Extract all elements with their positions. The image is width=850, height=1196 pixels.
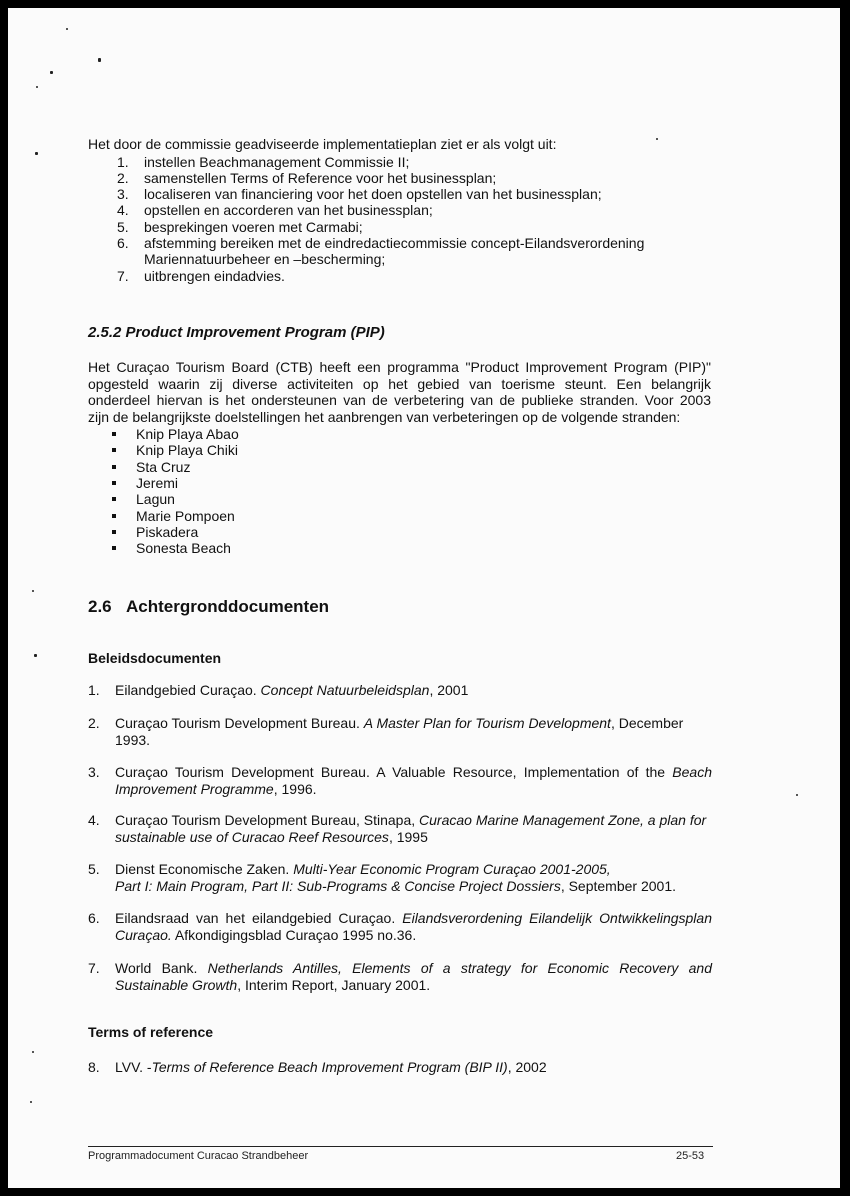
bullet-icon	[112, 530, 116, 534]
scan-speck	[32, 590, 34, 592]
bullet-icon	[112, 432, 116, 436]
reference-title: Concept Natuurbeleidsplan	[260, 682, 430, 698]
reference-tail: , 1995	[388, 829, 428, 845]
step-number: 4.	[117, 202, 129, 218]
step-number: 5.	[117, 219, 129, 235]
reference-text: Curaçao Tourism Development Bureau, Stinapa,	[115, 812, 420, 828]
reference-entry	[115, 960, 712, 994]
section-title-2-6: Achtergronddocumenten	[126, 597, 330, 616]
scan-speck	[34, 654, 37, 657]
step-text: uitbrengen eindadvies.	[144, 268, 285, 284]
reference-entry	[115, 910, 712, 944]
scan-speck	[66, 28, 68, 30]
beach-item: Sonesta Beach	[136, 540, 231, 557]
step-number: 7.	[117, 268, 129, 284]
section-heading-2-5-2: 2.5.2 Product Improvement Program (PIP)	[88, 324, 385, 341]
reference-title: Beach Improvement Programme	[115, 764, 712, 797]
footer-rule	[88, 1146, 713, 1147]
beach-item: Piskadera	[136, 523, 199, 540]
beach-item: Marie Pompoen	[136, 507, 235, 524]
reference-entry	[115, 764, 712, 798]
reference-number: 2.	[88, 715, 100, 731]
pip-paragraph-line: opgesteld waarin zij diverse activiteiten op het gebied van toerisme steunt. Een belangrijk	[88, 375, 711, 392]
reference-number: 3.	[88, 764, 100, 780]
step-text: localiseren van financiering voor het doen opstellen van het businessplan;	[144, 186, 602, 202]
reference-number: 1.	[88, 682, 100, 698]
reference-text: Eilandgebied Curaçao.	[115, 682, 261, 698]
step-text: samenstellen Terms of Reference voor het businessplan;	[144, 170, 497, 186]
bullet-icon	[112, 481, 116, 485]
footer-page-number: 25-53	[676, 1150, 705, 1162]
reference-entry	[115, 861, 712, 895]
reference-tail: , 2001	[429, 682, 469, 698]
scan-speck	[98, 58, 101, 62]
beach-item: Jeremi	[136, 474, 179, 491]
reference-title: Netherlands Antilles, Elements of a strategy for Economic Recovery and Sustainable Growth	[115, 960, 712, 993]
reference-number: 5.	[88, 861, 100, 877]
step-text: afstemming bereiken met de eindredactiecommissie concept-Eilandsverordening	[144, 235, 645, 251]
reference-tail: Afkondigingsblad Curaçao 1995 no.36.	[171, 927, 417, 943]
reference-text: Curaçao Tourism Development Bureau.	[115, 715, 364, 731]
reference-tail: , December 1993.	[115, 715, 684, 748]
beach-item: Knip Playa Chiki	[136, 442, 238, 459]
reference-tail-line2: , September 2001.	[560, 878, 676, 894]
step-number: 1.	[117, 154, 129, 170]
reference-number: 7.	[88, 960, 100, 976]
beach-item: Knip Playa Abao	[136, 426, 239, 442]
intro-text: Het door de commissie geadviseerde implementatieplan ziet er als volgt uit:	[88, 136, 557, 152]
bullet-icon	[112, 514, 116, 518]
document-page	[8, 8, 840, 1188]
step-text: opstellen en accorderen van het businessplan;	[144, 202, 433, 218]
terms-reference	[115, 1059, 712, 1076]
reference-title: A Master Plan for Tourism Development	[363, 715, 611, 731]
bullet-icon	[112, 465, 116, 469]
reference-number: 6.	[88, 910, 100, 926]
pip-paragraph-line: Het Curaçao Tourism Board (CTB) heeft een programma "Product Improvement Program (PIP)"	[88, 359, 711, 375]
step-text: instellen Beachmanagement Commissie II;	[144, 154, 410, 170]
reference-text: World Bank.	[115, 960, 208, 976]
reference-tail: , Interim Report, January 2001.	[237, 977, 431, 993]
reference-title: Eilandsverordening Eilandelijk Ontwikkelingsplan Curaçao.	[115, 910, 712, 943]
bullet-icon	[112, 497, 116, 501]
reference-title: Multi-Year Economic Program Curaçao 2001-2005,	[293, 861, 611, 877]
scan-speck	[656, 138, 658, 140]
reference-title: Curacao Marine Management Zone, a plan for sustainable use of Curacao Reef Resources	[115, 812, 707, 845]
scan-speck	[30, 1101, 32, 1103]
step-number: 2.	[117, 170, 129, 186]
bullet-icon	[112, 546, 116, 550]
step-number: 3.	[117, 186, 129, 202]
reference-number: 4.	[88, 812, 100, 828]
scan-speck	[35, 152, 38, 155]
scan-speck	[796, 794, 798, 796]
terms-number: 8.	[88, 1059, 100, 1075]
step-text: Mariennatuurbeheer en –bescherming;	[144, 251, 386, 267]
step-text: besprekingen voeren met Carmabi;	[144, 219, 363, 235]
scan-speck	[32, 1051, 34, 1053]
subheading-terms-of-reference: Terms of reference	[88, 1024, 214, 1040]
bullet-icon	[112, 448, 116, 452]
beach-item: Sta Cruz	[136, 458, 191, 475]
reference-text: Curaçao Tourism Development Bureau. A Valuable Resource, Implementation of the	[115, 764, 673, 780]
reference-entry	[115, 715, 712, 749]
reference-text: Dienst Economische Zaken.	[115, 861, 294, 877]
reference-title-line2: Part I: Main Program, Part II: Sub-Programs & Concise Project Dossiers	[115, 878, 561, 894]
reference-tail: , 1996.	[273, 781, 317, 797]
subheading-policy-documents: Beleidsdocumenten	[88, 650, 222, 666]
reference-entry	[115, 682, 712, 699]
footer-title: Programmadocument Curacao Strandbeheer	[88, 1150, 309, 1162]
step-number: 6.	[117, 235, 129, 251]
pip-paragraph	[88, 359, 711, 425]
terms-ref-text: LVV. -	[115, 1059, 152, 1075]
scan-speck	[50, 71, 53, 74]
section-number-2-6: 2.6	[88, 597, 112, 616]
reference-text: Eilandsraad van het eilandgebied Curaçao.	[115, 910, 403, 926]
pip-paragraph-line: onderdeel hiervan is het ondersteunen van de verbetering van de publieke stranden. Voor 2003	[88, 392, 711, 408]
terms-ref-title: Terms of Reference Beach Improvement Program (BIP II)	[151, 1059, 508, 1075]
beach-item: Lagun	[136, 491, 175, 508]
terms-ref-tail: , 2002	[507, 1059, 547, 1075]
reference-entry	[115, 812, 712, 846]
pip-paragraph-line: zijn de belangrijkste doelstellingen het aanbrengen van verbeteringen op de volgende stranden:	[88, 408, 681, 425]
scan-speck	[36, 86, 38, 88]
